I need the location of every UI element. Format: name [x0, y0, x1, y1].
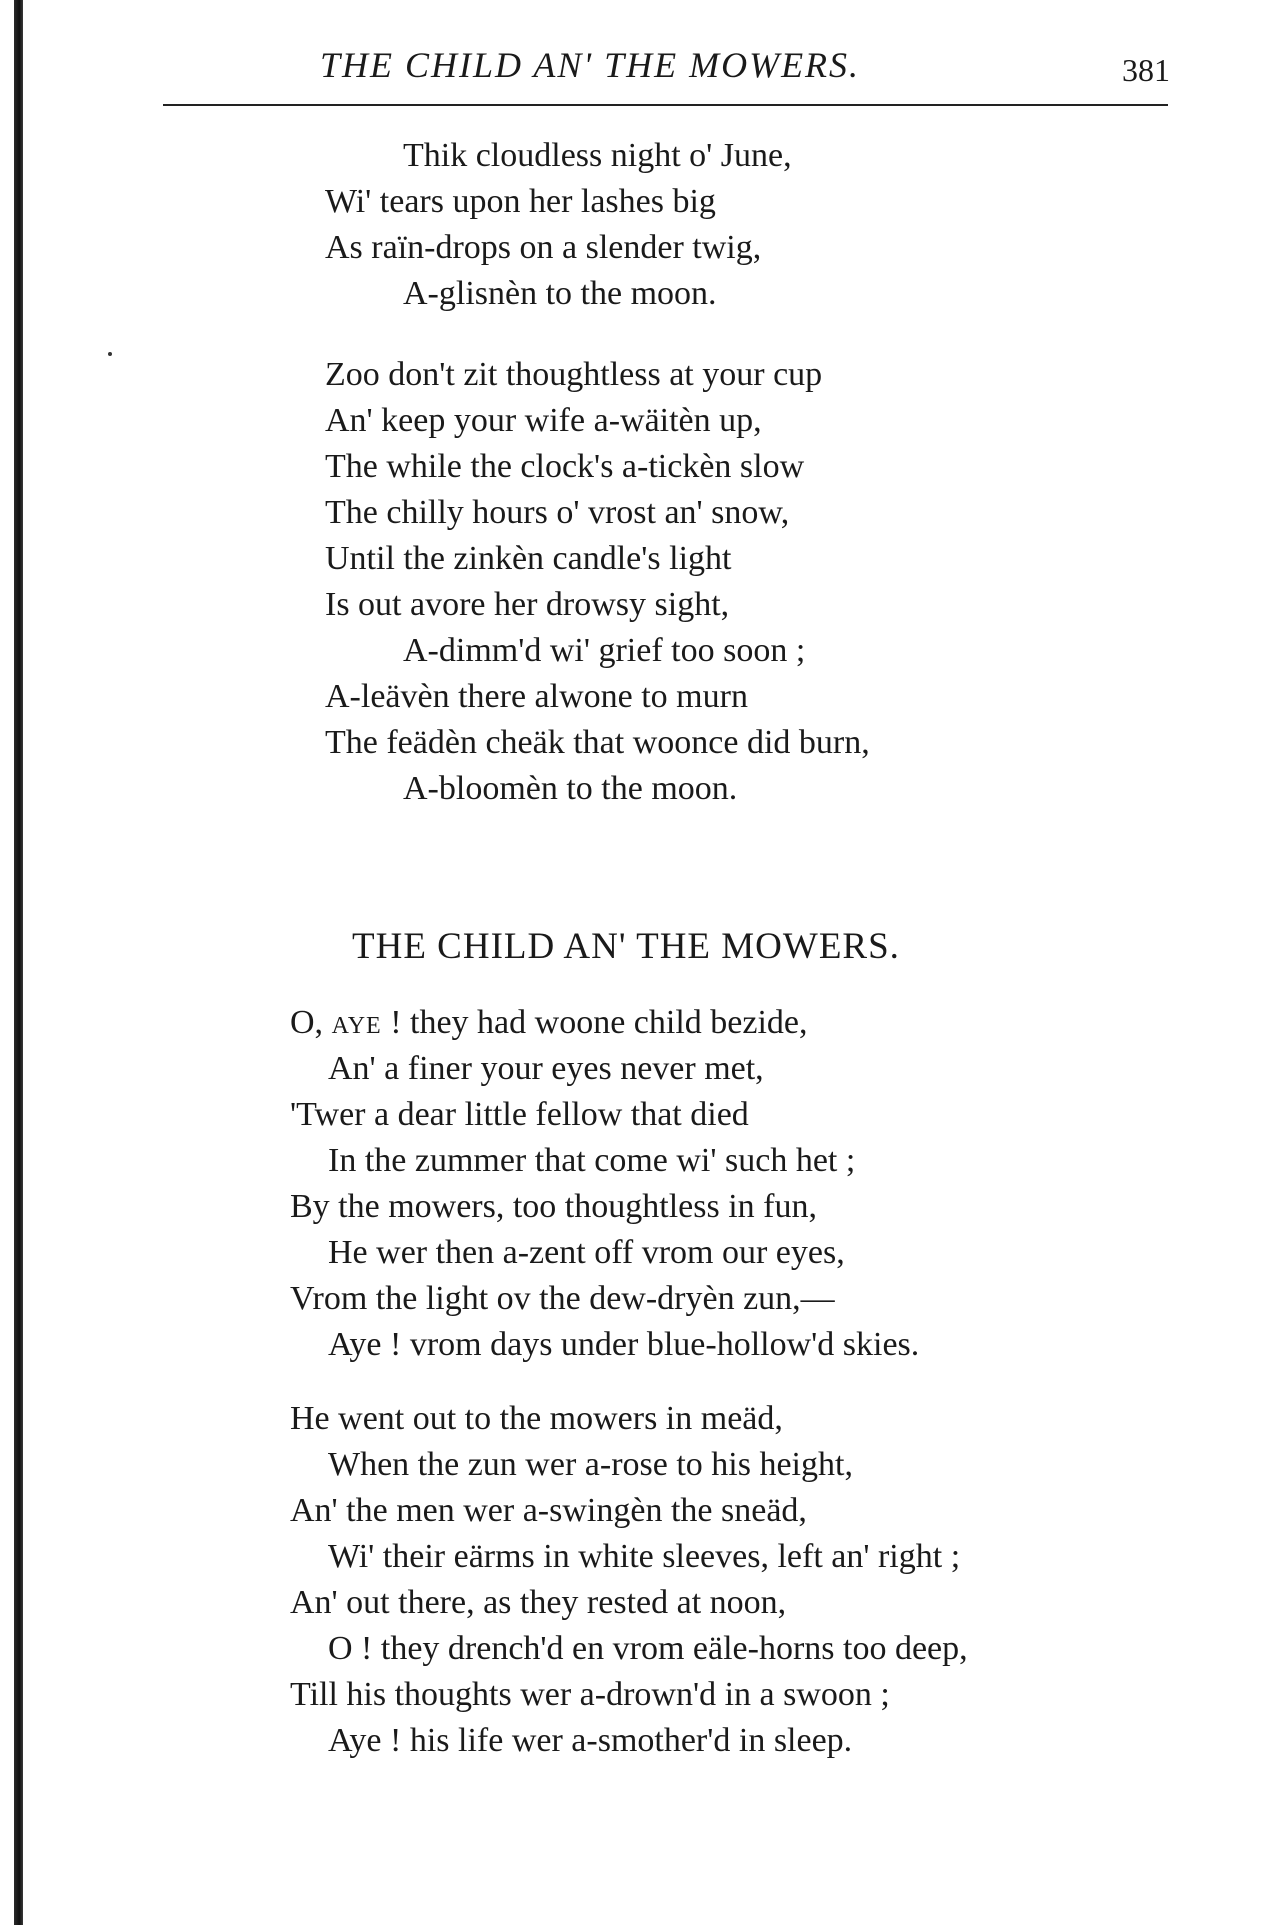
verse-line: When the zun wer a-rose to his height,	[328, 1446, 853, 1483]
verse-line: A-glisnèn to the moon.	[403, 275, 717, 312]
verse-line: Aye ! his life wer a-smother'd in sleep.	[328, 1722, 853, 1759]
first-line-rest: ! they had woone child bezide,	[390, 1004, 808, 1041]
poem-stanza-1	[290, 1000, 919, 1368]
verse-line: A-leävèn there alwone to murn	[325, 678, 748, 715]
poem-title: THE CHILD AN' THE MOWERS.	[352, 926, 900, 967]
verse-line: Wi' their eärms in white sleeves, left an' right ;	[328, 1538, 961, 1575]
verse-line: A-dimm'd wi' grief too soon ;	[403, 632, 806, 669]
verse-line: He wer then a-zent off vrom our eyes,	[328, 1234, 845, 1271]
verse-line: Till his thoughts wer a-drown'd in a swoon ;	[290, 1676, 890, 1713]
first-line-lead: O,	[290, 1004, 324, 1041]
verse-line: By the mowers, too thoughtless in fun,	[290, 1188, 817, 1225]
verse-line: He went out to the mowers in meäd,	[290, 1400, 783, 1437]
ink-speck	[108, 352, 112, 356]
verse-line: An' out there, as they rested at noon,	[290, 1584, 787, 1621]
verse-line: A-bloomèn to the moon.	[403, 770, 738, 807]
stanza-continued-2	[325, 352, 870, 812]
page-binding-edge	[14, 0, 23, 1925]
verse-line: Wi' tears upon her lashes big	[325, 183, 716, 220]
verse-line: Vrom the light ov the dew-dryèn zun,—	[290, 1280, 835, 1317]
running-head	[160, 40, 1170, 92]
header-rule	[163, 104, 1168, 106]
verse-line: An' a finer your eyes never met,	[328, 1050, 764, 1087]
verse-line-first	[290, 1000, 919, 1046]
verse-line: Zoo don't zit thoughtless at your cup	[325, 356, 823, 393]
verse-line: An' keep your wife a-wäitèn up,	[325, 402, 762, 439]
verse-line: The feädèn cheäk that woonce did burn,	[325, 724, 870, 761]
verse-line: The chilly hours o' vrost an' snow,	[325, 494, 790, 531]
verse-line: Is out avore her drowsy sight,	[325, 586, 730, 623]
first-line-smallcaps: AYE	[331, 1013, 382, 1039]
verse-line: In the zummer that come wi' such het ;	[328, 1142, 856, 1179]
page-number: 381	[1122, 52, 1170, 88]
stanza-continued-1	[325, 133, 792, 317]
verse-line: Aye ! vrom days under blue-hollow'd skies.	[328, 1326, 920, 1363]
poem-stanza-2	[290, 1396, 968, 1764]
verse-line: Until the zinkèn candle's light	[325, 540, 732, 577]
verse-line: As raïn-drops on a slender twig,	[325, 229, 762, 266]
verse-line: The while the clock's a-tickèn slow	[325, 448, 805, 485]
running-title: THE CHILD AN' THE MOWERS.	[320, 45, 861, 85]
verse-line: Thik cloudless night o' June,	[403, 137, 792, 174]
verse-line: 'Twer a dear little fellow that died	[290, 1096, 749, 1133]
verse-line: O ! they drench'd en vrom eäle-horns too deep,	[328, 1630, 968, 1667]
verse-line: An' the men wer a-swingèn the sneäd,	[290, 1492, 807, 1529]
